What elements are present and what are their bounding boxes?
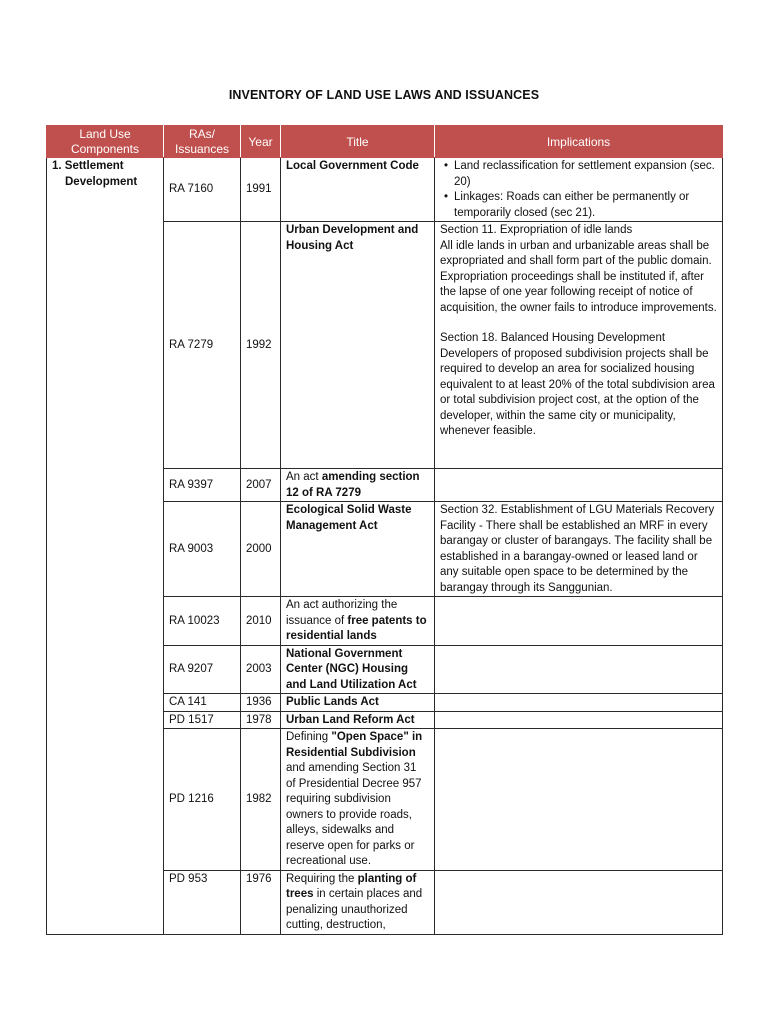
ra-cell: PD 953 bbox=[164, 870, 241, 934]
implications-cell bbox=[435, 729, 723, 871]
title-cell bbox=[281, 502, 435, 597]
title-cell bbox=[281, 645, 435, 694]
implication-text: Developers of proposed subdivision projects shall be required to develop an area for socialized housing equivalent to at least 20% of the total subdivision area or total subdivision project cost, at the option of the developer, within the same city or municipality, whenever feasible. bbox=[440, 347, 715, 437]
implications-cell bbox=[435, 694, 723, 712]
title-bold: Ecological Solid Waste Management Act bbox=[286, 504, 412, 532]
header-land-use-components: Land Use Components bbox=[47, 126, 164, 158]
document-title: INVENTORY OF LAND USE LAWS AND ISSUANCES bbox=[228, 88, 540, 102]
implications-cell bbox=[435, 597, 723, 646]
year-cell: 1992 bbox=[241, 222, 281, 469]
title-plain: Requiring the bbox=[286, 872, 355, 885]
title-after: and amending Section 31 of Presidential Decree 957 requiring subdivision owners to provide roads, alleys, sidewalks and reserve open for parks or recreational use. bbox=[286, 762, 422, 867]
title-cell bbox=[281, 711, 435, 729]
header-title: Title bbox=[281, 126, 435, 158]
land-use-laws-table bbox=[46, 125, 723, 935]
title-cell bbox=[281, 469, 435, 502]
title-plain: Defining bbox=[286, 731, 329, 743]
title-bold: Local Government Code bbox=[286, 160, 419, 172]
title-bold: amending section 12 of RA 7279 bbox=[286, 471, 420, 499]
paragraph-gap bbox=[440, 316, 717, 331]
header-implications: Implications bbox=[435, 126, 723, 158]
year-cell: 1982 bbox=[241, 729, 281, 871]
title-bold: Urban Land Reform Act bbox=[286, 713, 415, 726]
ra-cell: PD 1216 bbox=[164, 729, 241, 871]
title-plain: An act bbox=[286, 471, 319, 483]
implications-list bbox=[440, 159, 717, 221]
implication-text: Section 32. Establishment of LGU Materials Recovery Facility - There shall be established an MRF in every barangay or cluster of barangays. The facility shall be established in a barangay-owned or leased land or any suitable open space to be determined by the barangay through its Sanggunian. bbox=[440, 504, 715, 594]
implications-cell bbox=[435, 711, 723, 729]
component-label: Development bbox=[65, 175, 138, 188]
implications-cell bbox=[435, 502, 723, 597]
title-cell bbox=[281, 870, 435, 934]
title-bold: free patents to residential lands bbox=[286, 614, 427, 642]
year-cell: 1936 bbox=[241, 694, 281, 712]
title-bold: Urban Development and Housing Act bbox=[286, 224, 419, 252]
component-number: 1. Settlement bbox=[52, 160, 124, 172]
table-row bbox=[47, 158, 723, 222]
implication-heading: Section 18. Balanced Housing Development bbox=[440, 332, 666, 344]
implications-cell bbox=[435, 870, 723, 934]
list-item: • Land reclassification for settlement expansion (sec. 20) bbox=[454, 159, 717, 190]
year-cell: 1976 bbox=[241, 870, 281, 934]
title-cell bbox=[281, 222, 435, 469]
land-use-component-cell bbox=[47, 158, 164, 935]
title-after: in certain places and penalizing unauthorized cutting, destruction, bbox=[286, 888, 423, 931]
year-cell: 2007 bbox=[241, 469, 281, 502]
ra-cell: RA 9207 bbox=[164, 645, 241, 694]
title-bold: planting of trees bbox=[286, 872, 417, 900]
table-header-row bbox=[47, 126, 723, 158]
ra-cell: PD 1517 bbox=[164, 711, 241, 729]
ra-cell: RA 7279 bbox=[164, 222, 241, 469]
title-cell bbox=[281, 694, 435, 712]
implications-cell bbox=[435, 222, 723, 469]
ra-cell: RA 10023 bbox=[164, 597, 241, 646]
year-cell: 1991 bbox=[241, 158, 281, 222]
implication-heading: Section 11. Expropriation of idle lands bbox=[440, 224, 633, 236]
implication-text: Expropriation proceedings shall be instituted if, after the lapse of one year following receipt of notice of acquisition, the owner fails to introduce improvements. bbox=[440, 270, 717, 314]
title-bold: National Government Center (NGC) Housing and Land Utilization Act bbox=[286, 647, 417, 691]
title-bold: Public Lands Act bbox=[286, 696, 379, 708]
year-cell: 2000 bbox=[241, 502, 281, 597]
title-bold: "Open Space" in Residential Subdivision bbox=[286, 731, 423, 759]
ra-cell: RA 9003 bbox=[164, 502, 241, 597]
implication-text: All idle lands in urban and urbanizable areas shall be expropriated and shall form part of the public domain. bbox=[440, 239, 712, 267]
header-ras-issuances: RAs/ Issuances bbox=[164, 126, 241, 158]
title-plain: An act authorizing the issuance of bbox=[286, 599, 398, 627]
year-cell: 2003 bbox=[241, 645, 281, 694]
implications-cell bbox=[435, 645, 723, 694]
title-cell bbox=[281, 597, 435, 646]
header-year: Year bbox=[241, 126, 281, 158]
title-cell bbox=[281, 158, 435, 222]
ra-cell: CA 141 bbox=[164, 694, 241, 712]
list-item: • Linkages: Roads can either be permanently or temporarily closed (sec 21). bbox=[454, 190, 717, 221]
implications-cell bbox=[435, 158, 723, 222]
year-cell: 2010 bbox=[241, 597, 281, 646]
ra-cell: RA 9397 bbox=[164, 469, 241, 502]
title-cell bbox=[281, 729, 435, 871]
year-cell: 1978 bbox=[241, 711, 281, 729]
implications-cell bbox=[435, 469, 723, 502]
ra-cell: RA 7160 bbox=[164, 158, 241, 222]
